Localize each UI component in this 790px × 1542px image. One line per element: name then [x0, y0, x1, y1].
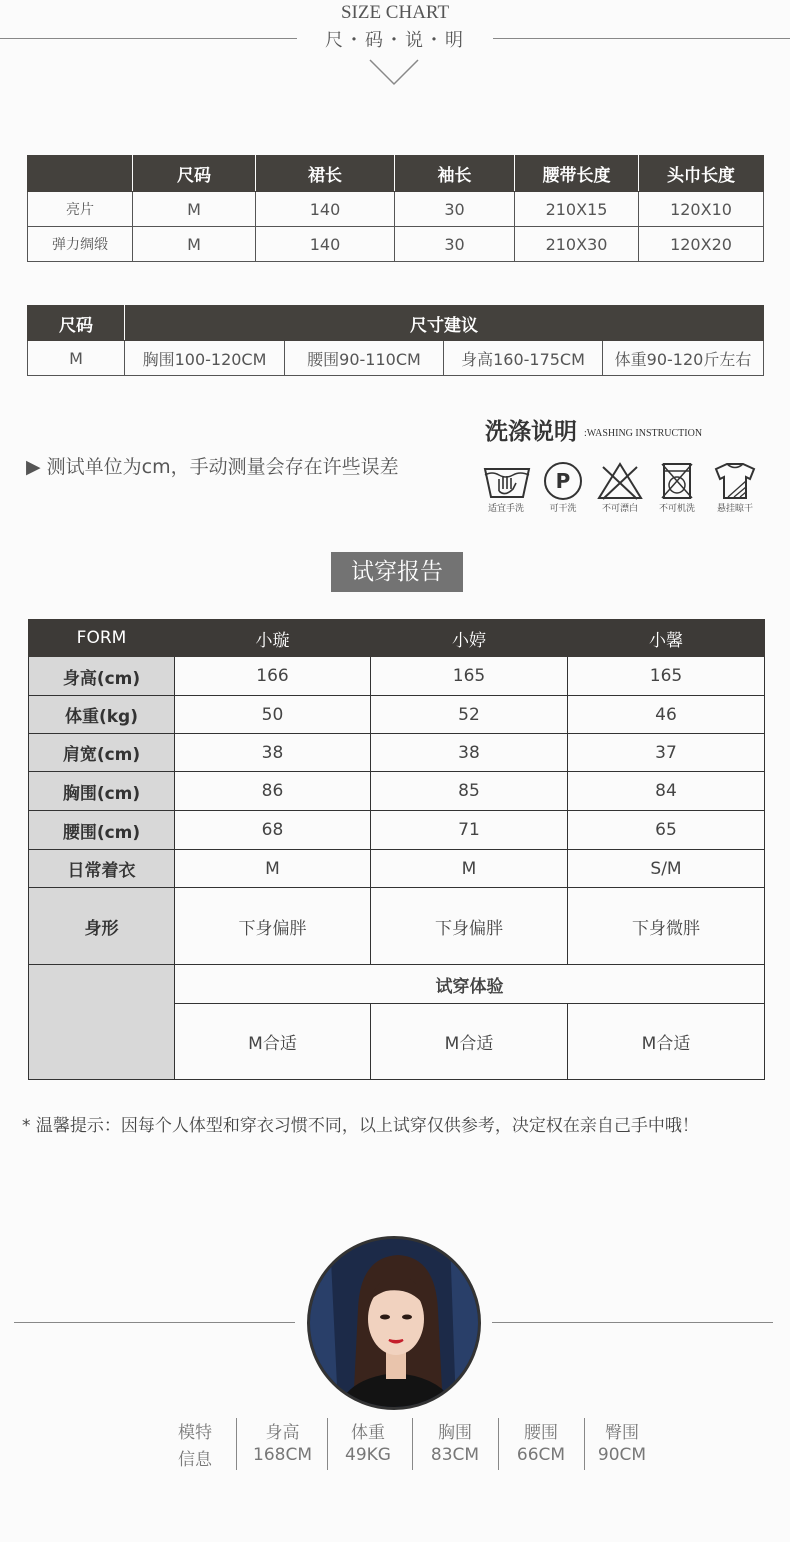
fit-header-cell: 小璇: [175, 620, 371, 657]
wash-subtitle: :WASHING INSTRUCTION: [584, 428, 703, 439]
model-stat-height: [245, 1418, 320, 1465]
model-stat-name: 身高: [265, 1423, 300, 1443]
fit-header-cell: FORM: [29, 620, 175, 657]
model-divider: [236, 1418, 237, 1470]
fitting-report-title: 试穿报告: [331, 552, 463, 592]
table-row: [28, 227, 764, 262]
table-row: [29, 772, 765, 811]
rec-cell: 胸围100-120CM: [125, 341, 285, 376]
fit-row-label: 日常着衣: [29, 850, 175, 888]
model-stat-name: 臀围: [605, 1423, 639, 1443]
model-stat-hip: [588, 1418, 656, 1465]
fit-cell: S/M: [568, 850, 765, 888]
size-cell: M: [133, 192, 256, 227]
model-stat-value: 66CM: [516, 1445, 566, 1465]
rec-cell: 体重90-120斤左右: [603, 341, 764, 376]
size-row-label: 亮片: [28, 192, 133, 227]
size-cell: 210X30: [515, 227, 639, 262]
model-stat-name: 体重: [351, 1423, 385, 1443]
size-cell: 140: [256, 192, 395, 227]
model-divider: [412, 1418, 413, 1470]
header-line-left: [0, 38, 297, 39]
model-label-top: 模特: [178, 1423, 212, 1443]
model-divider: [498, 1418, 499, 1470]
fit-cell: M: [175, 850, 371, 888]
fit-cell: 下身微胖: [568, 888, 765, 965]
fit-cell: M: [371, 850, 568, 888]
size-header-cell: 尺码: [133, 156, 256, 192]
hand-wash-icon: [482, 461, 532, 501]
fit-row-label: 胸围(cm): [29, 772, 175, 811]
fit-header-cell: 小馨: [568, 620, 765, 657]
fit-cell: M合适: [175, 1004, 371, 1080]
size-header-cell: 裙长: [256, 156, 395, 192]
warm-tip: * 温馨提示：因每个人体型和穿衣习惯不同，以上试穿仅供参考，决定权在亲自己手中哦！: [22, 1116, 699, 1136]
wash-label: 不可机洗: [658, 504, 695, 514]
rec-header-suggestion: 尺寸建议: [125, 306, 764, 341]
size-cell: 30: [395, 192, 515, 227]
fitting-report-table: [28, 619, 765, 1080]
fit-cell: 37: [568, 734, 765, 772]
size-recommendation-table: [27, 305, 764, 376]
fit-row-label: 腰围(cm): [29, 811, 175, 850]
model-stat-value: 90CM: [597, 1445, 647, 1465]
model-divider: [584, 1418, 585, 1470]
model-label-bottom: 信息: [178, 1450, 212, 1470]
size-header-cell: 腰带长度: [515, 156, 639, 192]
size-chart-subtitle: 尺・码・说・明: [325, 30, 465, 50]
svg-text:P: P: [555, 469, 571, 493]
fit-cell: 84: [568, 772, 765, 811]
wash-label: 适宜手洗: [487, 504, 524, 514]
no-machine-wash-icon: [652, 461, 702, 501]
fit-row-label: 肩宽(cm): [29, 734, 175, 772]
model-divider: [327, 1418, 328, 1470]
model-avatar: [307, 1236, 481, 1410]
table-row: [28, 192, 764, 227]
header-line-right: [493, 38, 790, 39]
fit-row-label: 身形: [29, 888, 175, 965]
fit-cell: 165: [371, 657, 568, 696]
rec-cell: 身高160-175CM: [444, 341, 603, 376]
table-row: [28, 341, 764, 376]
wash-label: 可干洗: [549, 504, 577, 514]
wash-label: 不可漂白: [601, 504, 638, 514]
wash-label: 悬挂晾干: [716, 504, 753, 514]
fit-cell: 38: [371, 734, 568, 772]
size-cell: 120X20: [639, 227, 764, 262]
fit-cell: 71: [371, 811, 568, 850]
fit-cell: 46: [568, 696, 765, 734]
fit-cell: 165: [568, 657, 765, 696]
fitting-table-header: [29, 620, 765, 657]
model-stat-waist: [506, 1418, 576, 1465]
size-header-cell: 袖长: [395, 156, 515, 192]
model-stat-value: 49KG: [345, 1445, 391, 1465]
fit-cell: 下身偏胖: [371, 888, 568, 965]
table-row: [29, 811, 765, 850]
size-header-cell: [28, 156, 133, 192]
model-line-right: [492, 1322, 773, 1323]
model-stat-weight: [333, 1418, 403, 1465]
fit-cell: M合适: [371, 1004, 568, 1080]
model-stat-bust: [420, 1418, 490, 1465]
rec-table-header: [28, 306, 764, 341]
rec-header-size: 尺码: [28, 306, 125, 341]
table-row: [29, 888, 765, 965]
size-table: [27, 155, 764, 262]
rec-cell: M: [28, 341, 125, 376]
hang-dry-icon: [710, 461, 760, 501]
measurement-note: ▶ 测试单位为cm，手动测量会存在许些误差: [26, 456, 399, 478]
experience-title: 试穿体验: [175, 965, 765, 1004]
table-row: [29, 850, 765, 888]
fit-cell: 下身偏胖: [175, 888, 371, 965]
size-table-header: [28, 156, 764, 192]
fit-cell: 85: [371, 772, 568, 811]
table-row: [29, 657, 765, 696]
size-chart-title: SIZE CHART: [340, 2, 450, 23]
table-row: [29, 965, 765, 1004]
model-stat-name: 胸围: [438, 1423, 472, 1443]
table-row: [29, 734, 765, 772]
table-row: [29, 696, 765, 734]
chevron-down-icon: [368, 58, 420, 86]
fit-header-cell: 小婷: [371, 620, 568, 657]
fit-cell: M合适: [568, 1004, 765, 1080]
fit-cell: 65: [568, 811, 765, 850]
size-cell: 120X10: [639, 192, 764, 227]
model-stat-value: 168CM: [253, 1445, 312, 1465]
fit-cell: 50: [175, 696, 371, 734]
fit-cell: 52: [371, 696, 568, 734]
size-cell: 140: [256, 227, 395, 262]
model-stat-value: 83CM: [430, 1445, 480, 1465]
fit-cell: 38: [175, 734, 371, 772]
size-cell: 30: [395, 227, 515, 262]
fit-cell: 86: [175, 772, 371, 811]
rec-cell: 腰围90-110CM: [285, 341, 444, 376]
size-header-cell: 头巾长度: [639, 156, 764, 192]
fit-cell: 68: [175, 811, 371, 850]
model-stat-name: 腰围: [524, 1423, 558, 1443]
wash-title: 洗涤说明: [485, 419, 577, 444]
size-row-label: 弹力绸缎: [28, 227, 133, 262]
model-info-label: [170, 1418, 220, 1470]
no-bleach-icon: [595, 461, 645, 501]
fit-row-label: 体重(kg): [29, 696, 175, 734]
model-line-left: [14, 1322, 295, 1323]
fit-cell: 166: [175, 657, 371, 696]
dry-clean-icon: [538, 461, 588, 501]
size-cell: M: [133, 227, 256, 262]
fit-row-label-empty: [29, 965, 175, 1080]
fit-row-label: 身高(cm): [29, 657, 175, 696]
size-cell: 210X15: [515, 192, 639, 227]
